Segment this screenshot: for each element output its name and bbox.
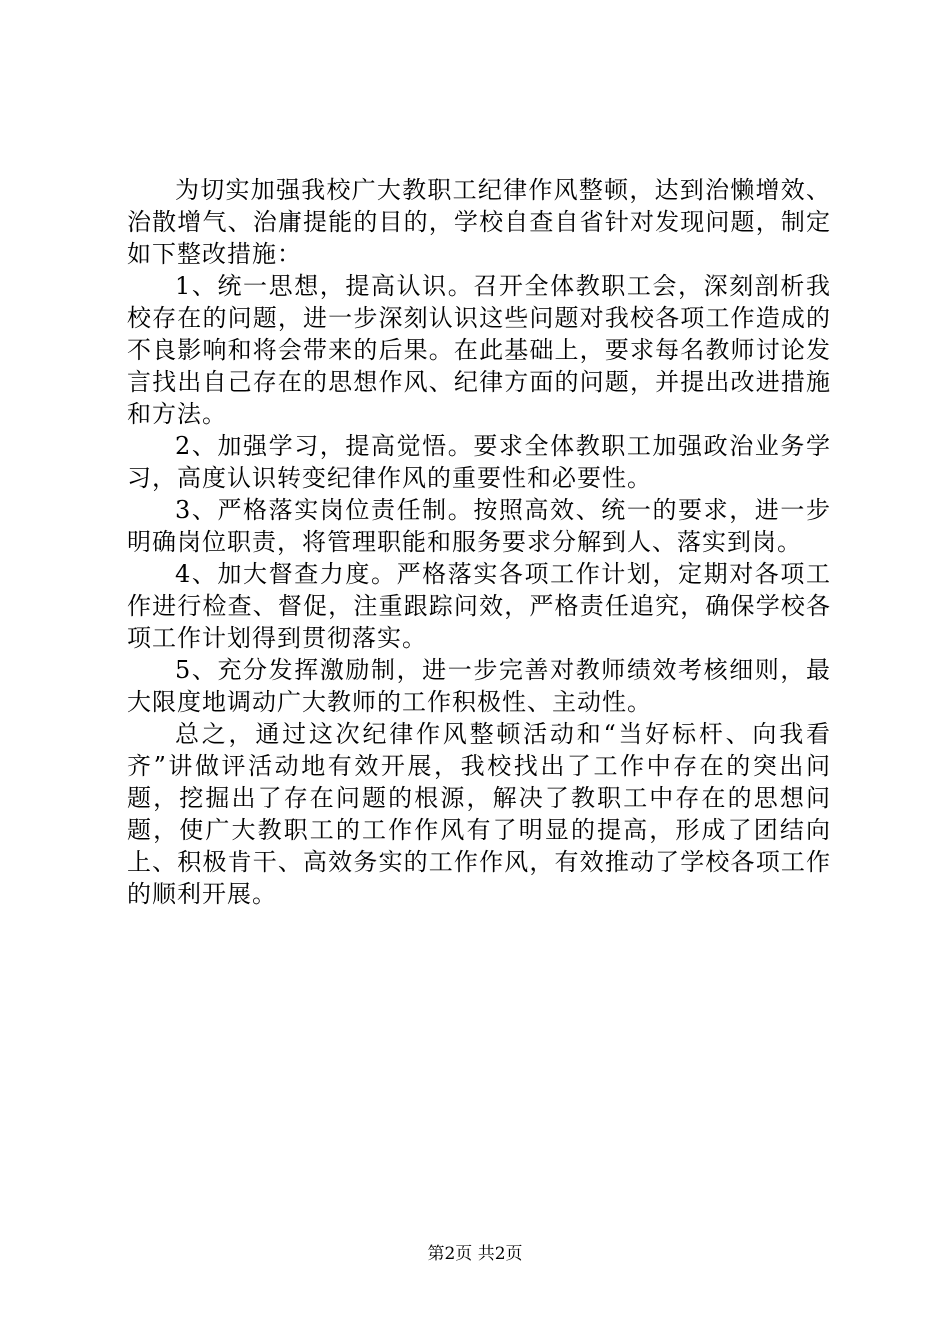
measure-5-paragraph: 5、充分发挥激励制，进一步完善对教师绩效考核细则，最大限度地调动广大教师的工作积极性、主动性。 [127,656,831,716]
measure-2-paragraph: 2、加强学习，提高觉悟。要求全体教职工加强政治业务学习，高度认识转变纪律作风的重要性和必要性。 [127,432,831,492]
page-number-footer: 第2页 共2页 [427,1244,523,1264]
document-body [127,174,831,910]
summary-paragraph: 总之，通过这次纪律作风整顿活动和“当好标杆、向我看齐”讲做评活动地有效开展，我校找出了工作中存在的突出问题，挖掘出了存在问题的根源，解决了教职工中存在的思想问题，使广大教职工的工作作风有了明显的提高，形成了团结向上、积极肯干、高效务实的工作作风，有效推动了学校各项工作的顺利开展。 [127,720,831,908]
intro-paragraph: 为切实加强我校广大教职工纪律作风整顿，达到治懒增效、治散增气、治庸提能的目的，学校自查自省针对发现问题，制定如下整改措施： [127,176,831,268]
measure-1-paragraph: 1、统一思想，提高认识。召开全体教职工会，深刻剖析我校存在的问题，进一步深刻认识这些问题对我校各项工作造成的不良影响和将会带来的后果。在此基础上，要求每名教师讨论发言找出自己存在的思想作风、纪律方面的问题，并提出改进措施和方法。 [127,272,831,428]
measure-4-paragraph: 4、加大督查力度。严格落实各项工作计划，定期对各项工作进行检查、督促，注重跟踪问效，严格责任追究，确保学校各项工作计划得到贯彻落实。 [127,560,831,652]
measure-3-paragraph: 3、严格落实岗位责任制。按照高效、统一的要求，进一步明确岗位职责，将管理职能和服务要求分解到人、落实到岗。 [127,496,831,556]
